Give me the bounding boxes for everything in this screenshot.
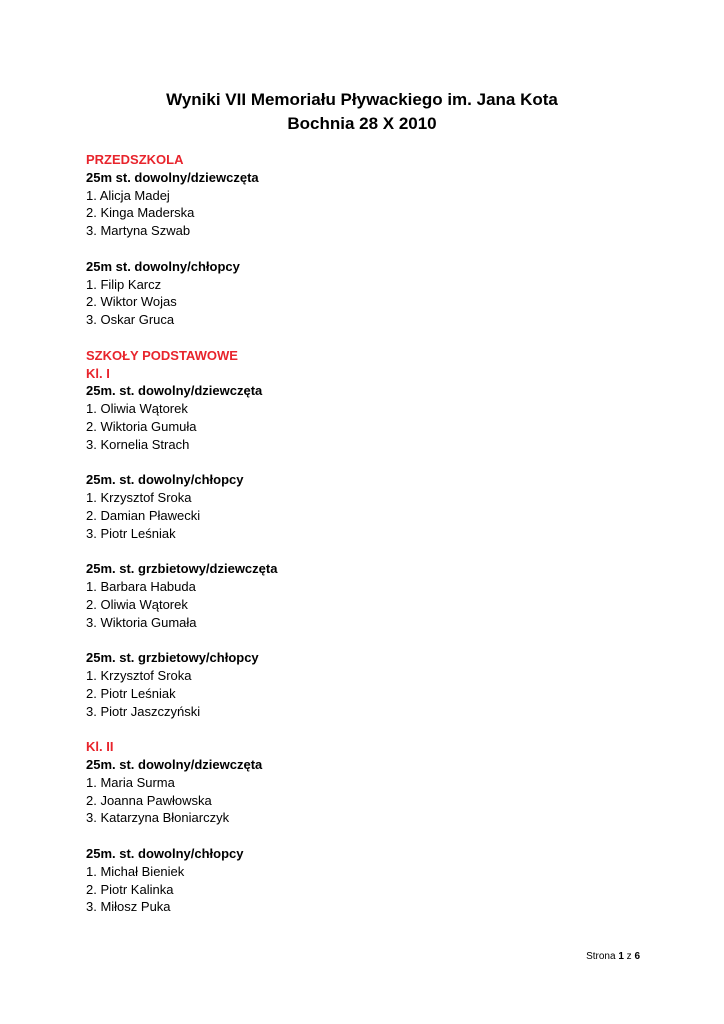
event-heading: 25m. st. dowolny/dziewczęta — [86, 383, 263, 399]
result-item: 2. Wiktor Wojas — [86, 294, 177, 310]
class-heading: Kl. II — [86, 739, 114, 755]
result-item: 2. Joanna Pawłowska — [86, 792, 212, 808]
result-item: 1. Krzysztof Sroka — [86, 490, 192, 506]
event-heading: 25m. st. dowolny/dziewczęta — [86, 757, 263, 773]
result-item: 2. Kinga Maderska — [86, 205, 195, 221]
result-item: 3. Miłosz Puka — [86, 899, 171, 915]
result-item: 3. Kornelia Strach — [86, 436, 190, 452]
event-heading: 25m. st. grzbietowy/dziewczęta — [86, 561, 278, 577]
result-item: 1. Oliwia Wątorek — [86, 401, 188, 417]
result-item: 3. Wiktoria Gumała — [86, 614, 197, 630]
document-subtitle: Bochnia 28 X 2010 — [287, 114, 437, 133]
event-heading: 25m. st. grzbietowy/chłopcy — [86, 650, 259, 666]
result-item: 2. Piotr Leśniak — [86, 685, 176, 701]
result-item: 3. Katarzyna Błoniarczyk — [86, 810, 230, 826]
document-title: Wyniki VII Memoriału Pływackiego im. Jana Kota — [166, 90, 558, 109]
category-heading: SZKOŁY PODSTAWOWE — [86, 347, 238, 363]
result-item: 3. Martyna Szwab — [86, 223, 191, 239]
result-item: 2. Piotr Kalinka — [86, 881, 174, 897]
class-heading: Kl. I — [86, 365, 110, 381]
result-item: 1. Michał Bieniek — [86, 863, 185, 879]
total-pages: 6 — [634, 951, 640, 962]
category-heading: PRZEDSZKOLA — [86, 152, 184, 167]
result-item: 1. Krzysztof Sroka — [86, 668, 192, 684]
result-item: 1. Maria Surma — [86, 774, 175, 790]
event-heading: 25m st. dowolny/dziewczęta — [86, 169, 259, 185]
page-number — [570, 950, 640, 964]
result-item: 1. Filip Karcz — [86, 276, 162, 292]
page-word: Strona — [586, 951, 616, 962]
result-item: 3. Piotr Jaszczyński — [86, 703, 201, 719]
result-item: 2. Damian Pławecki — [86, 507, 201, 523]
of-word: z — [626, 951, 632, 962]
results-list — [86, 151, 646, 916]
result-item: 2. Oliwia Wątorek — [86, 596, 188, 612]
event-heading: 25m st. dowolny/chłopcy — [86, 258, 240, 274]
event-heading: 25m. st. dowolny/chłopcy — [86, 472, 244, 488]
current-page: 1 — [618, 951, 624, 962]
result-item: 3. Piotr Leśniak — [86, 525, 176, 541]
result-item: 1. Barbara Habuda — [86, 579, 196, 595]
result-item: 1. Alicja Madej — [86, 187, 170, 203]
result-item: 2. Wiktoria Gumuła — [86, 418, 197, 434]
result-item: 3. Oskar Gruca — [86, 312, 175, 328]
event-heading: 25m. st. dowolny/chłopcy — [86, 846, 244, 862]
